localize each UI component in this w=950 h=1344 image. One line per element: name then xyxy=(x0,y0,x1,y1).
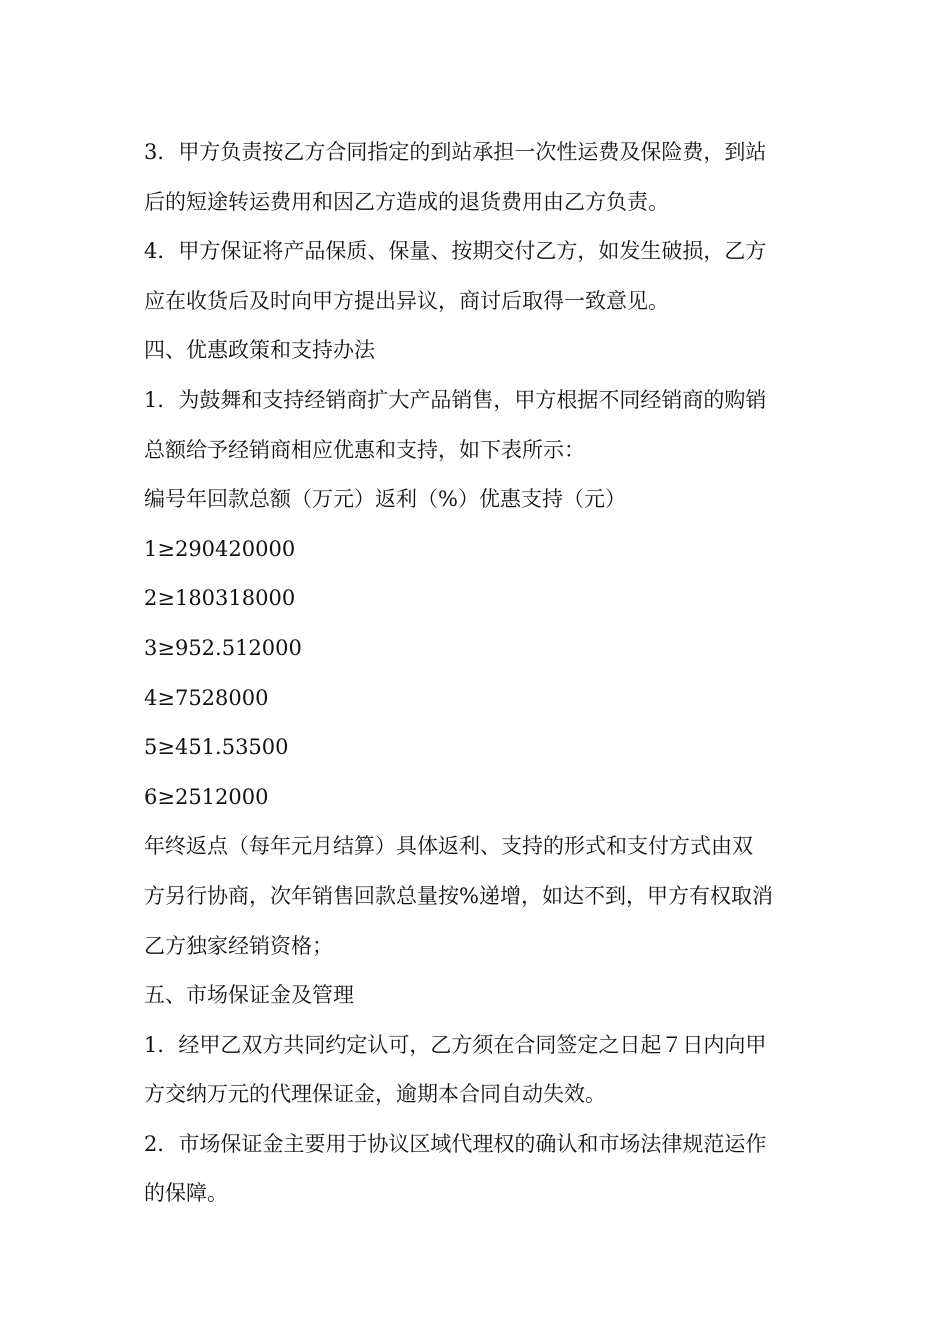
section-5-clause-2-line-1: 2．市场保证金主要用于协议区域代理权的确认和市场法律规范运作 xyxy=(144,1131,767,1156)
rebate-row: 6≥2512000 xyxy=(144,784,269,809)
year-end-rebate-line-2: 方另行协商，次年销售回款总量按%递增，如达不到，甲方有权取消 xyxy=(144,883,773,908)
year-end-rebate-line-3: 乙方独家经销资格； xyxy=(144,933,333,958)
rebate-row: 2≥180318000 xyxy=(144,586,296,611)
clause-4-line-1: 4．甲方保证将产品保质、保量、按期交付乙方，如发生破损，乙方 xyxy=(144,239,767,264)
year-end-rebate-line-1: 年终返点（每年元月结算）具体返利、支持的形式和支付方式由双 xyxy=(144,834,753,859)
section-5-clause-1-line-2: 方交纳万元的代理保证金，逾期本合同自动失效。 xyxy=(144,1082,606,1107)
rebate-table-header: 编号年回款总额（万元）返利（%）优惠支持（元） xyxy=(144,487,626,512)
document-body xyxy=(144,128,814,1219)
section-5-clause-2-line-2: 的保障。 xyxy=(144,1181,228,1206)
rebate-row: 5≥451.53500 xyxy=(144,735,289,760)
clause-4-line-2: 应在收货后及时向甲方提出异议，商讨后取得一致意见。 xyxy=(144,288,669,313)
clause-3-line-2: 后的短途转运费用和因乙方造成的退货费用由乙方负责。 xyxy=(144,189,669,214)
section-5-heading: 五、市场保证金及管理 xyxy=(144,983,354,1008)
section-5-clause-1-line-1: 1．经甲乙双方共同约定认可，乙方须在合同签定之日起７日内向甲 xyxy=(144,1032,767,1057)
rebate-row: 1≥290420000 xyxy=(144,536,296,561)
rebate-row: 4≥7528000 xyxy=(144,685,269,710)
section-4-clause-1-line-2: 总额给予经销商相应优惠和支持，如下表所示： xyxy=(144,437,585,462)
rebate-row: 3≥952.512000 xyxy=(144,635,302,660)
section-4-clause-1-line-1: 1．为鼓舞和支持经销商扩大产品销售，甲方根据不同经销商的购销 xyxy=(144,387,767,412)
section-4-heading: 四、优惠政策和支持办法 xyxy=(144,338,375,363)
clause-3-line-1: 3．甲方负责按乙方合同指定的到站承担一次性运费及保险费，到站 xyxy=(144,140,767,164)
